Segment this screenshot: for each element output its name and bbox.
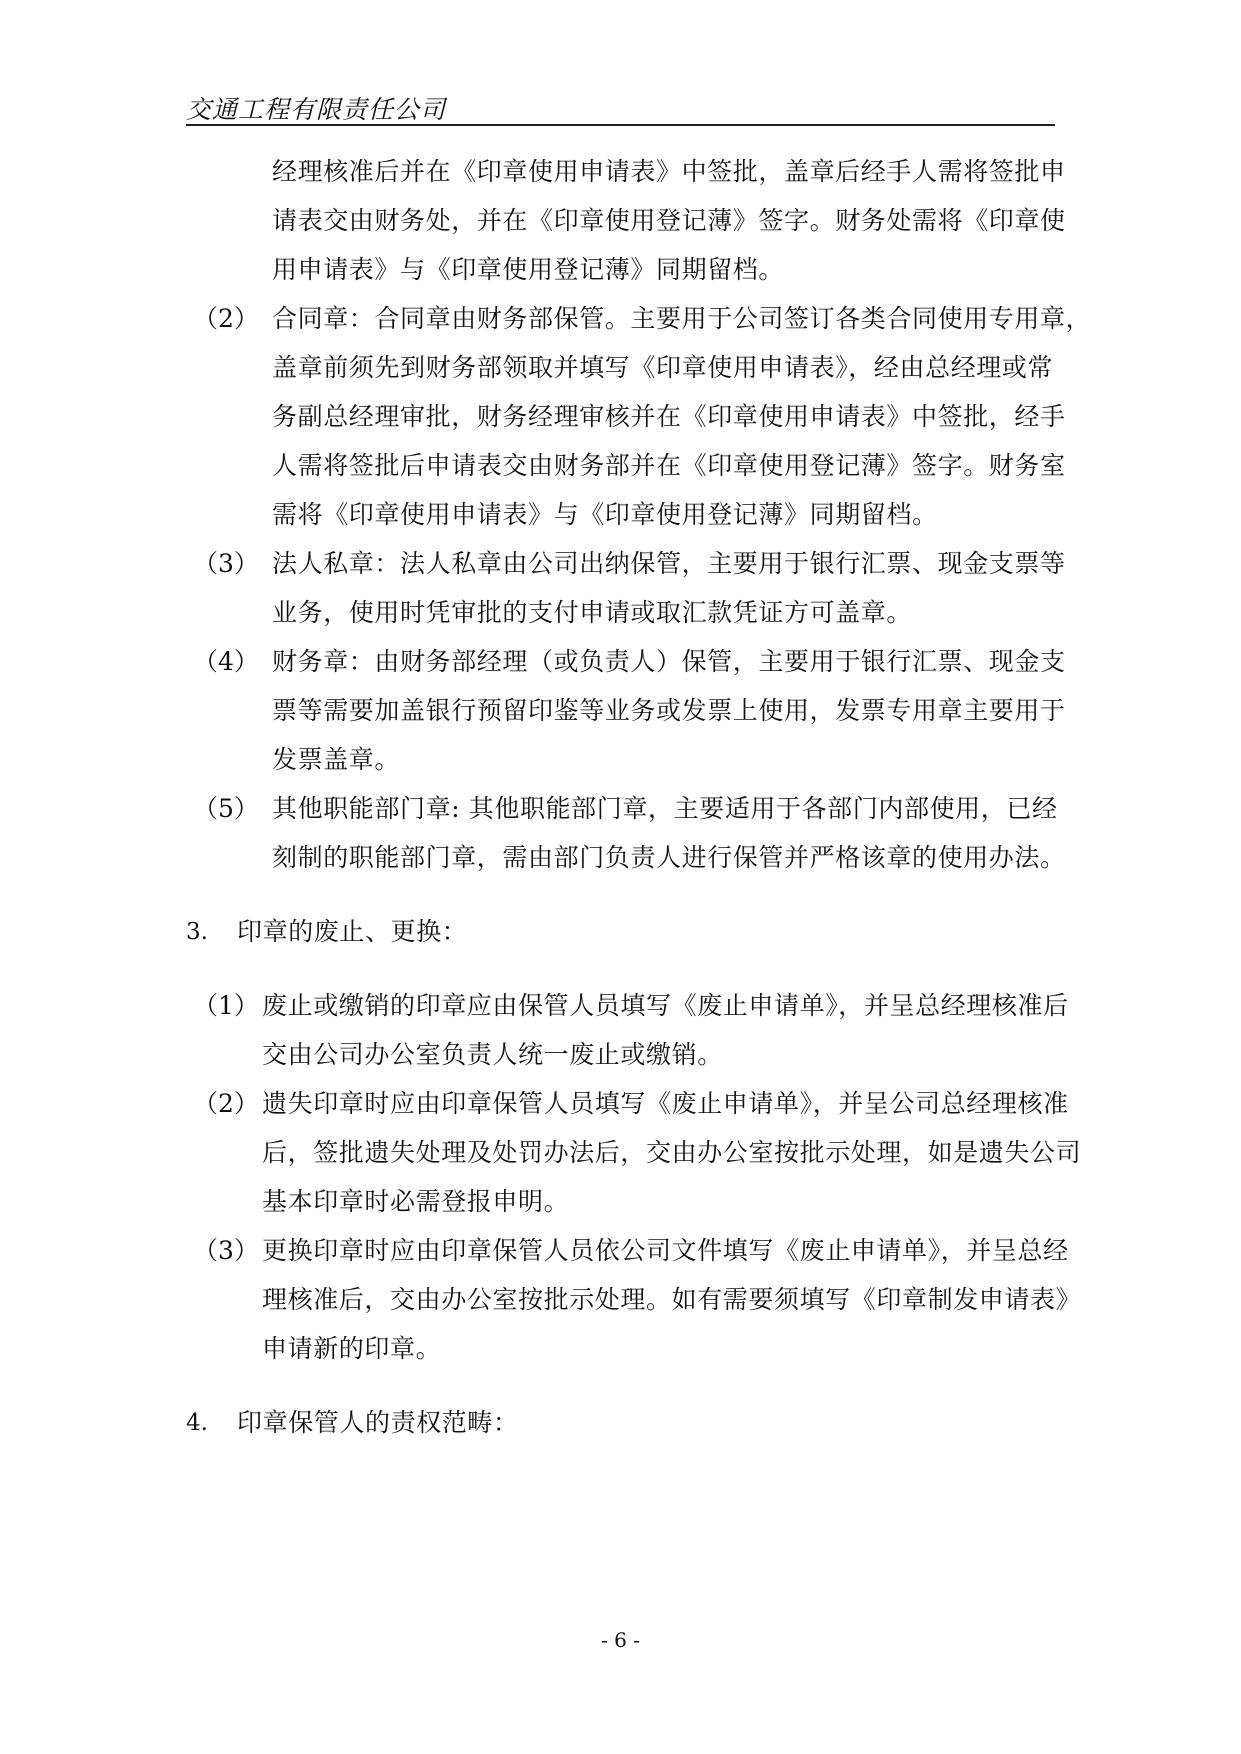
list-marker: （2） <box>193 1089 259 1118</box>
list-item-line: 法人私章：法人私章由公司出纳保管，主要用于银行汇票、现金支票等 <box>272 549 1066 578</box>
list-item-line: 后，签批遗失处理及处罚办法后，交由办公室按批示处理，如是遗失公司 <box>262 1138 1082 1167</box>
list-item-line: 盖章前须先到财务部领取并填写《印章使用申请表》，经由总经理或常 <box>272 353 1054 382</box>
list-item-line: 合同章：合同章由财务部保管。主要用于公司签订各类合同使用专用章， <box>272 304 1092 333</box>
section-number: 4. <box>186 1410 208 1436</box>
paragraph-line: 请表交由财务处，并在《印章使用登记薄》签字。财务处需将《印章使 <box>272 206 1066 235</box>
section-title: 印章的废止、更换： <box>237 917 468 946</box>
list-item-line: 财务章：由财务部经理（或负责人）保管，主要用于银行汇票、现金支 <box>272 647 1066 676</box>
paragraph-line: 经理核准后并在《印章使用申请表》中签批，盖章后经手人需将签批申 <box>272 157 1066 186</box>
page-header <box>186 84 1055 126</box>
list-item-line: 人需将签批后申请表交由财务部并在《印章使用登记薄》签字。财务室 <box>272 451 1066 480</box>
list-item-line: 交由公司办公室负责人统一废止或缴销。 <box>262 1040 723 1069</box>
list-marker: （3） <box>193 549 259 578</box>
list-item-line: 废止或缴销的印章应由保管人员填写《废止申请单》，并呈总经理核准后 <box>262 991 1069 1020</box>
list-item-line: 遗失印章时应由印章保管人员填写《废止申请单》，并呈公司总经理核准 <box>262 1089 1069 1118</box>
list-marker: （2） <box>193 304 259 333</box>
list-item-line: 需将《印章使用申请表》与《印章使用登记薄》同期留档。 <box>272 500 938 529</box>
list-item-line: 发票盖章。 <box>272 745 401 774</box>
section-title: 印章保管人的责权范畴： <box>237 1408 519 1437</box>
list-item-line: 理核准后，交由办公室按批示处理。如有需要须填写《印章制发申请表》 <box>262 1285 1082 1314</box>
list-item-line: 票等需要加盖银行预留印鉴等业务或发票上使用，发票专用章主要用于 <box>272 696 1066 725</box>
paragraph-line: 用申请表》与《印章使用登记薄》同期留档。 <box>272 255 785 284</box>
section-number: 3. <box>186 919 208 945</box>
list-item-line: 业务，使用时凭审批的支付申请或取汇款凭证方可盖章。 <box>272 598 913 627</box>
list-marker: （3） <box>193 1236 259 1265</box>
list-item-line: 务副总经理审批，财务经理审核并在《印章使用申请表》中签批，经手 <box>272 402 1066 431</box>
company-name: 交通工程有限责任公司 <box>186 95 447 124</box>
page-number: - 6 - <box>601 1628 640 1652</box>
list-item-line: 申请新的印章。 <box>262 1334 442 1363</box>
list-item-line: 更换印章时应由印章保管人员依公司文件填写《废止申请单》，并呈总经 <box>262 1236 1069 1265</box>
list-item-line: 基本印章时必需登报申明。 <box>262 1187 570 1216</box>
list-item-line: 其他职能部门章: 其他职能部门章，主要适用于各部门内部使用，已经 <box>272 794 1058 823</box>
list-marker: （1） <box>193 991 259 1020</box>
list-item-line: 刻制的职能部门章，需由部门负责人进行保管并严格该章的使用办法。 <box>272 843 1066 872</box>
list-marker: （5） <box>193 794 259 823</box>
list-marker: （4） <box>193 647 259 676</box>
